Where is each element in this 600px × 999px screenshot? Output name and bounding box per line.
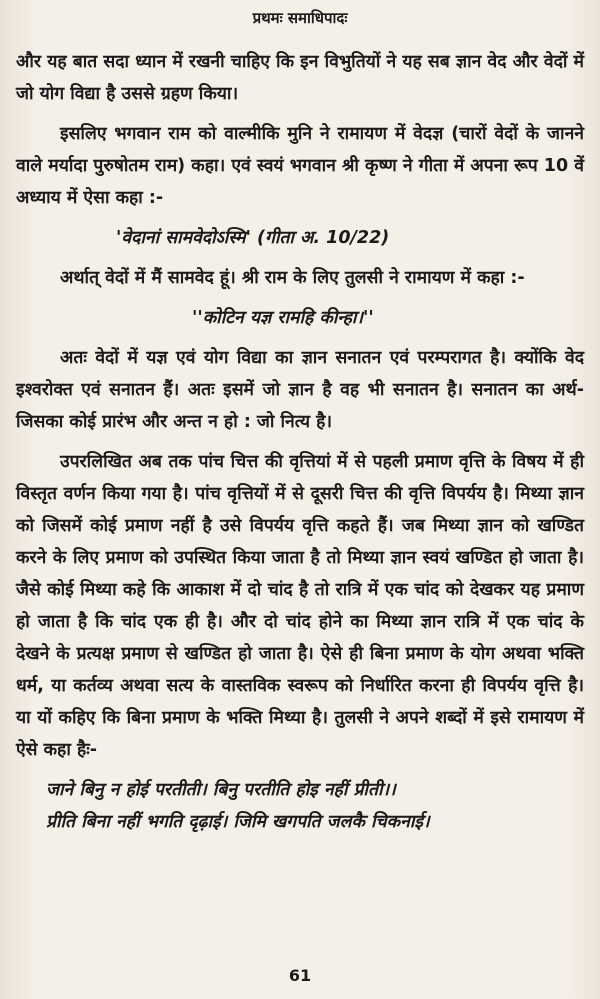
gita-quote: 'वेदानां सामवेदोऽस्मि' (गीता अ. 10/22) — [116, 228, 390, 248]
paragraph-1: और यह बात सदा ध्यान में रखनी चाहिए कि इन विभुतियों ने यह सब ज्ञान वेद और वेदों में जो योग विद्या है उससे ग्रहण किया। — [16, 52, 584, 104]
paragraph-3: अर्थात् वेदों में मैं सामवेद हूं। श्री राम के लिए तुलसी ने रामायण में कहा :- — [60, 268, 525, 288]
page-header: प्रथमः समाधिपादः — [252, 9, 348, 27]
ramayana-quote: ''कोटिन यज्ञ रामहि कीन्हा।'' — [192, 308, 374, 328]
paragraph-2: इसलिए भगवान राम को वाल्मीकि मुनि ने रामायण में वेदज्ञ (चारों वेदों के जानने वाले मर्यादा पुरुषोतम राम) कहा। एवं स्वयं भगवान श्री कृष्ण ने गीता में अपना रूप 10 वें अध्याय में ऐसा कहा :- — [16, 124, 584, 208]
verse-line-2: प्रीति बिना नहीं भगति दृढ़ाई। जिमि खगपति जलकै चिकनाई। — [46, 812, 430, 832]
paragraph-4: अतः वेदों में यज्ञ एवं योग विद्या का ज्ञान सनातन एवं परम्परागत है। क्योंकि वेद इश्वरोक्त एवं सनातन हैं। अतः इसमें जो ज्ञान है वह भी सनातन है। सनातन का अर्थ-जिसका कोई प्रारंभ और अन्त न हो : जो नित्य है। — [16, 348, 585, 432]
page-number: 61 — [288, 966, 312, 985]
page-content — [16, 46, 584, 846]
verse-line-1: जाने बिनु न होई परतीती। बिनु परतीति होइ नहीं प्रीती।। — [46, 780, 396, 800]
paragraph-5: उपरलिखित अब तक पांच चित्त की वृत्तियां में से पहली प्रमाण वृत्ति के विषय में ही विस्तृत वर्णन किया गया है। पांच वृत्तियों में से दूसरी चित्त की वृत्ति विपर्यय है। मिथ्या ज्ञान को जिसमें कोई प्रमाण नहीं है उसे विपर्यय वृत्ति कहते हैं। जब मिथ्या ज्ञान को खण्डित करने के लिए प्रमाण को उपस्थित किया जाता है तो मिथ्या ज्ञान स्वयं खण्डित हो जाता है। जैसे कोई मिथ्या कहे कि आकाश में दो चांद है तो रात्रि में एक चांद को देखकर यह प्रमाण हो जाता है कि चांद एक ही है। और दो चांद होने का मिथ्या ज्ञान रात्रि में एक चांद के देखने के प्रत्यक्ष प्रमाण से खण्डित हो जाता है। ऐसे ही बिना प्रमाण के योग अथवा भक्ति धर्म, या कर्तव्य अथवा सत्य के वास्तविक स्वरूप को निर्धारित करना ही विपर्यय वृत्ति है। या यों कहिए कि बिना प्रमाण के भक्ति मिथ्या है। तुलसी ने अपने शब्दों में इसे रामायण में ऐसे कहा हैः- — [16, 452, 584, 760]
